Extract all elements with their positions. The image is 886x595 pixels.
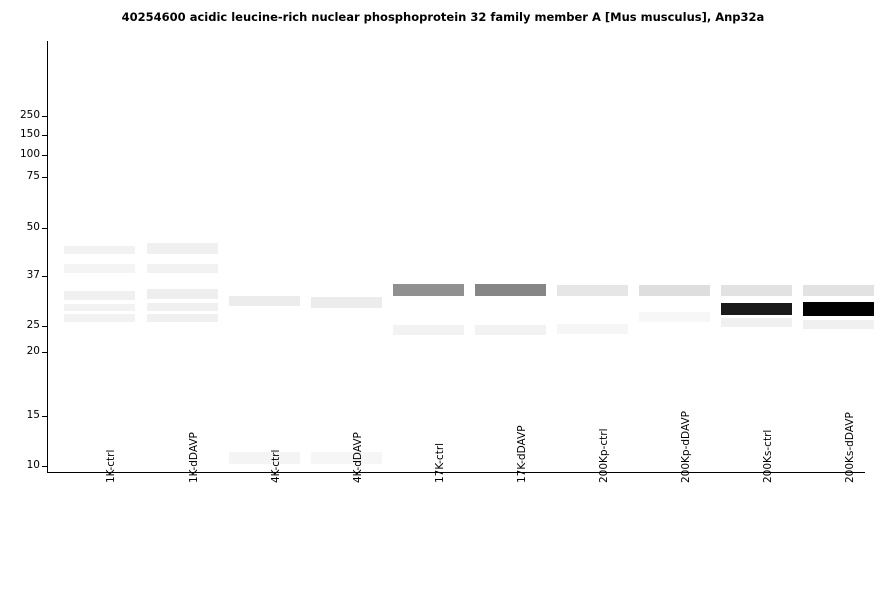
gel-band [147, 289, 218, 299]
gel-lane [393, 41, 464, 473]
chart-title: 40254600 acidic leucine-rich nuclear phosphoprotein 32 family member A [Mus musculus], Anp32a [121, 10, 765, 24]
gel-lane [803, 41, 874, 473]
y-axis-tick-label: 75 [26, 170, 40, 182]
y-axis-tick-label: 250 [19, 109, 40, 121]
plot-area [47, 41, 865, 473]
y-axis-tick [42, 116, 47, 117]
lane-label-4k-ctrl: 4K-ctrl [269, 449, 282, 483]
gel-band [803, 302, 874, 316]
gel-band [721, 285, 792, 296]
gel-band [64, 291, 135, 300]
gel-band [393, 325, 464, 335]
gel-band [311, 452, 382, 464]
gel-lane [475, 41, 546, 473]
y-axis-tick [42, 135, 47, 136]
gel-band [229, 296, 300, 306]
gel-band [475, 325, 546, 335]
gel-lane [229, 41, 300, 473]
gel-band [147, 303, 218, 311]
y-axis-tick [42, 276, 47, 277]
gel-lane [557, 41, 628, 473]
gel-band [64, 264, 135, 273]
y-axis-tick [42, 466, 47, 467]
gel-band [64, 314, 135, 322]
y-axis-tick-label: 150 [19, 128, 40, 140]
lane-label-200kp-ddavp: 200Kp-dDAVP [679, 411, 692, 483]
lane-label-200ks-ctrl: 200Ks-ctrl [761, 429, 774, 483]
y-axis-tick-label: 25 [26, 319, 40, 331]
gel-band [147, 314, 218, 322]
gel-band [721, 303, 792, 315]
gel-band [639, 312, 710, 322]
lane-label-17k-ctrl: 17K-ctrl [433, 442, 446, 483]
gel-lane [721, 41, 792, 473]
lane-label-17k-ddavp: 17K-dDAVP [515, 425, 528, 483]
lane-label-200ks-ddavp: 200Ks-dDAVP [843, 412, 856, 483]
y-axis-tick-label: 50 [26, 221, 40, 233]
gel-band [803, 285, 874, 296]
y-axis-line [47, 41, 48, 473]
lane-label-1k-ctrl: 1K-ctrl [104, 449, 117, 483]
y-axis-tick [42, 416, 47, 417]
y-axis-tick [42, 155, 47, 156]
gel-band [639, 285, 710, 296]
gel-band [803, 320, 874, 329]
gel-band [229, 452, 300, 464]
gel-band [557, 285, 628, 296]
gel-band [64, 246, 135, 254]
y-axis-tick-label: 10 [26, 459, 40, 471]
lane-label-4k-ddavp: 4K-dDAVP [351, 432, 364, 483]
y-axis-tick [42, 228, 47, 229]
y-axis-tick-label: 100 [19, 148, 40, 160]
y-axis-tick-label: 15 [26, 409, 40, 421]
y-axis-tick-label: 20 [26, 345, 40, 357]
y-axis-tick [42, 352, 47, 353]
y-axis-tick [42, 177, 47, 178]
gel-band [475, 284, 546, 296]
gel-lane [311, 41, 382, 473]
gel-lane [64, 41, 135, 473]
gel-band [311, 297, 382, 308]
gel-band [557, 324, 628, 334]
gel-lane [147, 41, 218, 473]
gel-lane [639, 41, 710, 473]
lane-label-1k-ddavp: 1K-dDAVP [187, 432, 200, 483]
gel-band [147, 264, 218, 273]
gel-band [64, 304, 135, 311]
lane-label-200kp-ctrl: 200Kp-ctrl [597, 428, 610, 483]
y-axis-tick-label: 37 [26, 269, 40, 281]
gel-band [147, 243, 218, 254]
gel-band [721, 318, 792, 327]
y-axis-tick [42, 326, 47, 327]
gel-band [393, 284, 464, 296]
